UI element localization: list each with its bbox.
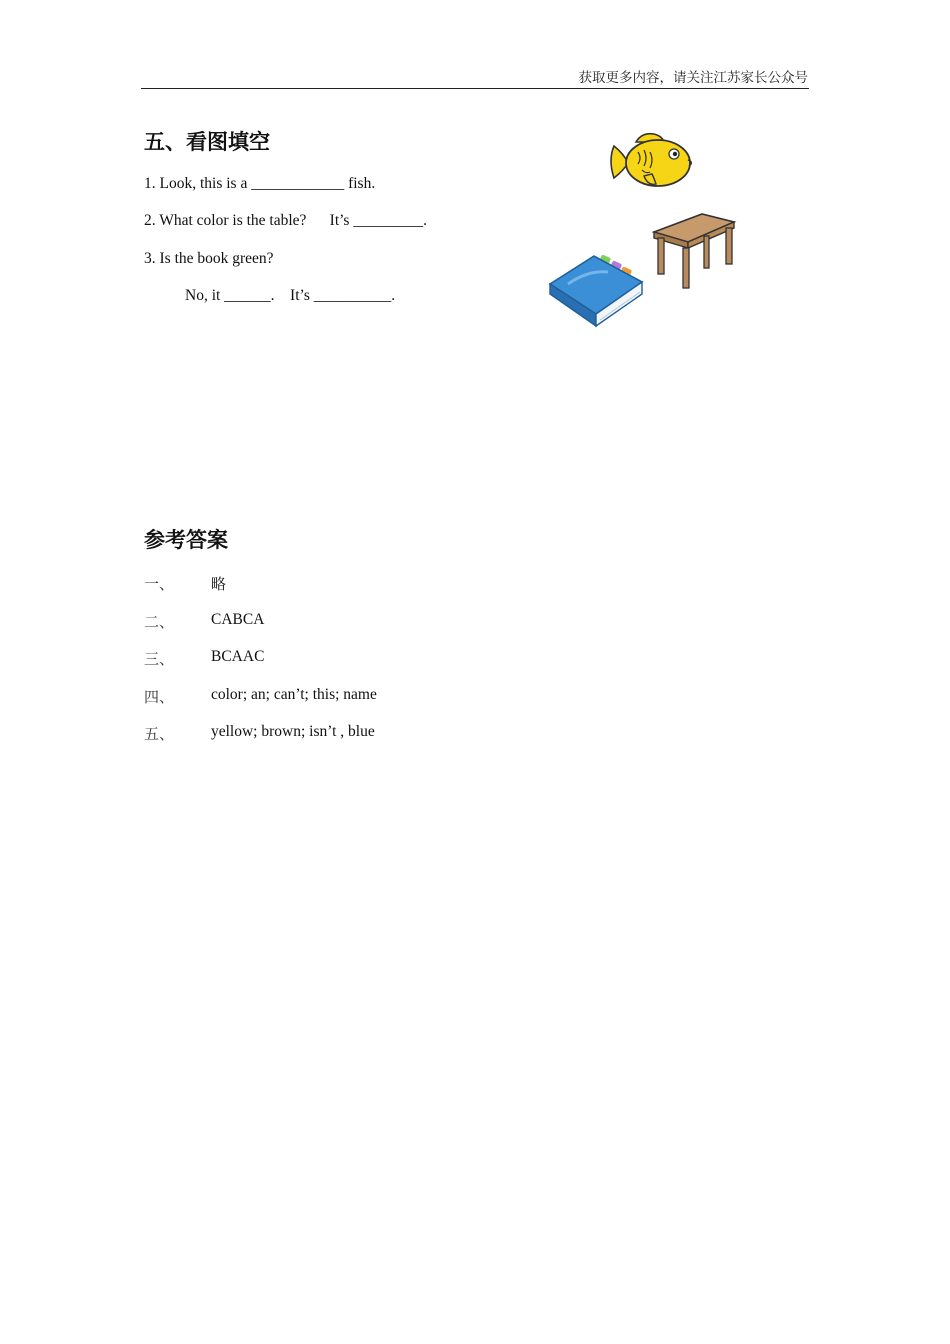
answers-title: 参考答案 bbox=[144, 528, 228, 552]
fish-picture bbox=[606, 130, 698, 194]
answer-label-5: 五、 bbox=[144, 725, 175, 743]
header-text: 获取更多内容，请关注江苏家长公众号 bbox=[578, 70, 808, 86]
table-picture bbox=[650, 210, 738, 292]
question-3: 3. Is the book green? bbox=[144, 250, 274, 267]
answer-value-4: color; an; can’t; this; name bbox=[211, 686, 377, 703]
answer-label-1: 一、 bbox=[144, 575, 175, 593]
answer-value-3: BCAAC bbox=[211, 648, 265, 665]
question-2: 2. What color is the table? It’s _________. bbox=[144, 212, 427, 229]
question-3-answer-line: No, it ______. It’s __________. bbox=[185, 287, 396, 304]
question-1: 1. Look, this is a ____________ fish. bbox=[144, 175, 376, 192]
answer-value-2: CABCA bbox=[211, 611, 265, 628]
book-picture bbox=[548, 250, 648, 336]
answer-label-4: 四、 bbox=[144, 688, 175, 706]
answer-value-1: 略 bbox=[211, 575, 227, 593]
header-rule bbox=[141, 88, 809, 89]
exercise-title: 五、看图填空 bbox=[144, 130, 270, 154]
answer-label-3: 三、 bbox=[144, 650, 175, 668]
answer-label-2: 二、 bbox=[144, 613, 175, 631]
answer-value-5: yellow; brown; isn’t , blue bbox=[211, 723, 375, 740]
